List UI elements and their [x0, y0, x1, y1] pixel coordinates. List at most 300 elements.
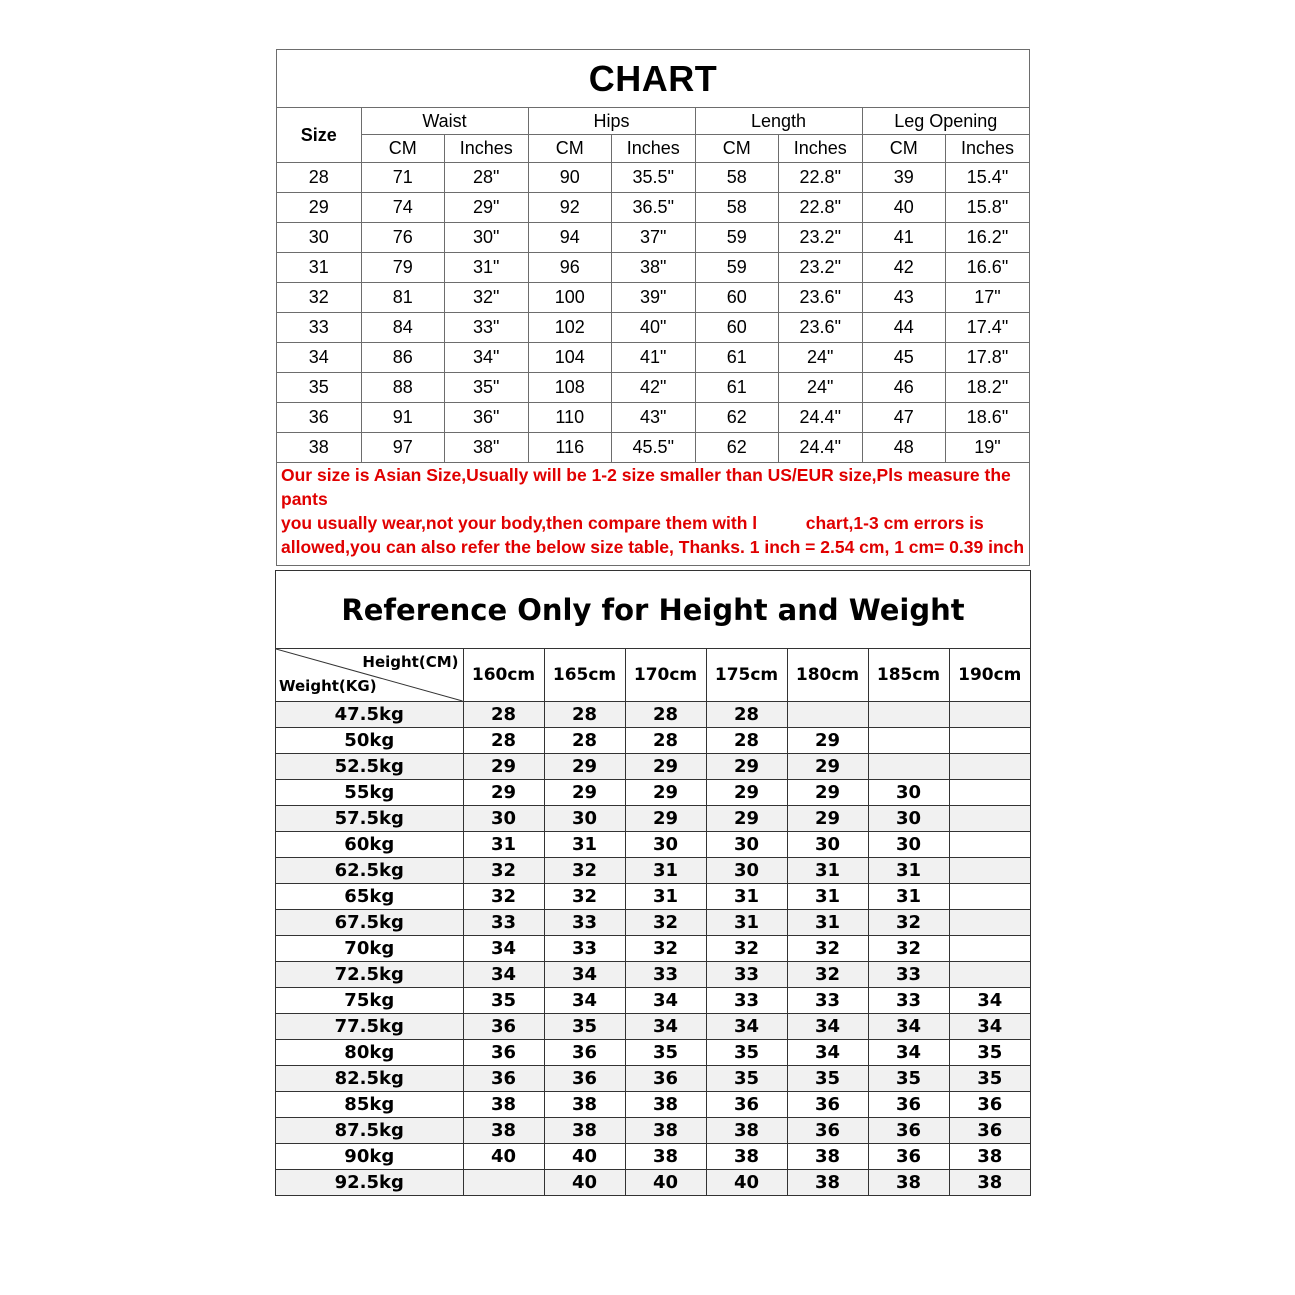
measure-cell: 61 — [695, 373, 779, 403]
size-value-cell: 38 — [544, 1118, 625, 1144]
weight-cell: 67.5kg — [276, 910, 463, 936]
table-row — [277, 343, 1029, 373]
reference-table — [276, 571, 1030, 1195]
size-value-cell: 34 — [625, 988, 706, 1014]
measure-cell: 15.4" — [946, 163, 1030, 193]
size-value-cell: 29 — [463, 754, 544, 780]
size-value-cell: 29 — [706, 780, 787, 806]
size-note-line: Our size is Asian Size,Usually will be 1-2 size smaller than US/EUR size,Pls measure the pants — [281, 465, 1011, 509]
measure-cell: 31" — [445, 253, 529, 283]
size-cell: 35 — [277, 373, 361, 403]
measure-cell: 36" — [445, 403, 529, 433]
size-value-cell: 38 — [625, 1092, 706, 1118]
size-value-cell: 30 — [544, 806, 625, 832]
measure-cell: 19" — [946, 433, 1030, 463]
size-cell: 38 — [277, 433, 361, 463]
measure-cell: 35" — [445, 373, 529, 403]
measure-cell: 61 — [695, 343, 779, 373]
size-value-cell — [949, 936, 1030, 962]
measure-cell: 38" — [445, 433, 529, 463]
size-value-cell: 29 — [625, 780, 706, 806]
measure-cell: 28" — [445, 163, 529, 193]
size-cell: 36 — [277, 403, 361, 433]
size-value-cell: 28 — [463, 728, 544, 754]
size-cell: 33 — [277, 313, 361, 343]
measure-cell: 34" — [445, 343, 529, 373]
measure-cell: 30" — [445, 223, 529, 253]
measure-cell: 71 — [361, 163, 445, 193]
size-value-cell: 40 — [544, 1144, 625, 1170]
size-value-cell: 36 — [949, 1092, 1030, 1118]
measure-cell: 18.6" — [946, 403, 1030, 433]
size-value-cell: 38 — [787, 1170, 868, 1196]
size-value-cell: 32 — [787, 936, 868, 962]
size-value-cell: 35 — [949, 1066, 1030, 1092]
size-value-cell: 32 — [463, 858, 544, 884]
measure-cell: 15.8" — [946, 193, 1030, 223]
size-value-cell — [949, 806, 1030, 832]
weight-cell: 85kg — [276, 1092, 463, 1118]
measure-cell: 43 — [862, 283, 946, 313]
size-value-cell: 29 — [625, 754, 706, 780]
size-value-cell: 30 — [868, 780, 949, 806]
size-cell: 31 — [277, 253, 361, 283]
measure-cell: 44 — [862, 313, 946, 343]
table-row — [276, 754, 1030, 780]
size-value-cell: 34 — [787, 1040, 868, 1066]
size-value-cell: 38 — [787, 1144, 868, 1170]
table-row — [277, 433, 1029, 463]
size-value-cell: 30 — [868, 806, 949, 832]
measure-cell: 90 — [528, 163, 612, 193]
measure-cell: 45.5" — [612, 433, 696, 463]
measure-cell: 33" — [445, 313, 529, 343]
measure-cell: 42" — [612, 373, 696, 403]
measure-cell: 32" — [445, 283, 529, 313]
measure-cell: 104 — [528, 343, 612, 373]
size-value-cell: 38 — [625, 1118, 706, 1144]
size-value-cell — [949, 702, 1030, 728]
unit-header: Inches — [612, 135, 696, 163]
table-row — [276, 1014, 1030, 1040]
height-header: 175cm — [706, 649, 787, 702]
size-value-cell: 32 — [544, 884, 625, 910]
measure-cell: 46 — [862, 373, 946, 403]
height-header: 160cm — [463, 649, 544, 702]
size-cell: 29 — [277, 193, 361, 223]
height-header: 165cm — [544, 649, 625, 702]
reference-chart-title: Reference Only for Height and Weight — [276, 571, 1030, 649]
measure-cell: 18.2" — [946, 373, 1030, 403]
measure-cell: 23.2" — [779, 253, 863, 283]
size-value-cell: 31 — [787, 910, 868, 936]
weight-cell: 47.5kg — [276, 702, 463, 728]
unit-header: CM — [528, 135, 612, 163]
size-value-cell: 32 — [463, 884, 544, 910]
size-value-cell — [787, 702, 868, 728]
group-header-waist: Waist — [361, 108, 528, 135]
group-header-hips: Hips — [528, 108, 695, 135]
size-value-cell: 35 — [706, 1066, 787, 1092]
table-row — [277, 403, 1029, 433]
weight-cell: 57.5kg — [276, 806, 463, 832]
size-value-cell: 36 — [463, 1014, 544, 1040]
measure-cell: 39" — [612, 283, 696, 313]
size-note-line: allowed,you can also refer the below size table, Thanks. 1 inch = 2.54 cm, 1 cm= 0.39 inch — [281, 537, 1025, 557]
size-value-cell: 33 — [787, 988, 868, 1014]
size-value-cell: 34 — [868, 1040, 949, 1066]
size-value-cell: 29 — [787, 780, 868, 806]
size-value-cell: 36 — [544, 1040, 625, 1066]
size-value-cell: 36 — [463, 1066, 544, 1092]
unit-header: CM — [862, 135, 946, 163]
size-value-cell: 31 — [625, 884, 706, 910]
size-value-cell — [463, 1170, 544, 1196]
size-value-cell — [949, 962, 1030, 988]
measure-cell: 96 — [528, 253, 612, 283]
table-row — [276, 936, 1030, 962]
size-value-cell: 30 — [706, 858, 787, 884]
measure-cell: 45 — [862, 343, 946, 373]
size-value-cell: 35 — [868, 1066, 949, 1092]
size-value-cell: 31 — [544, 832, 625, 858]
reference-chart — [275, 570, 1031, 1196]
size-value-cell: 28 — [625, 702, 706, 728]
size-value-cell: 38 — [463, 1092, 544, 1118]
table-row — [276, 780, 1030, 806]
measure-cell: 84 — [361, 313, 445, 343]
table-row — [277, 283, 1029, 313]
table-row — [276, 910, 1030, 936]
size-value-cell: 36 — [787, 1092, 868, 1118]
unit-header: Inches — [946, 135, 1030, 163]
unit-header: CM — [361, 135, 445, 163]
table-row — [277, 373, 1029, 403]
size-value-cell: 31 — [868, 884, 949, 910]
size-value-cell: 33 — [706, 962, 787, 988]
size-value-cell: 33 — [463, 910, 544, 936]
table-row — [276, 1170, 1030, 1196]
size-value-cell — [868, 754, 949, 780]
size-value-cell: 28 — [544, 728, 625, 754]
measure-cell: 60 — [695, 313, 779, 343]
size-value-cell: 33 — [625, 962, 706, 988]
measure-cell: 58 — [695, 193, 779, 223]
measure-cell: 17.8" — [946, 343, 1030, 373]
size-value-cell — [868, 702, 949, 728]
size-value-cell: 35 — [706, 1040, 787, 1066]
measure-cell: 37" — [612, 223, 696, 253]
measure-cell: 91 — [361, 403, 445, 433]
unit-header: Inches — [779, 135, 863, 163]
measure-cell: 100 — [528, 283, 612, 313]
size-value-cell: 30 — [706, 832, 787, 858]
table-row — [277, 313, 1029, 343]
measure-cell: 23.2" — [779, 223, 863, 253]
height-header: 170cm — [625, 649, 706, 702]
size-value-cell — [949, 858, 1030, 884]
size-value-cell: 32 — [544, 858, 625, 884]
size-column-header: Size — [277, 108, 361, 163]
measure-cell: 40" — [612, 313, 696, 343]
table-row — [276, 988, 1030, 1014]
measure-cell: 108 — [528, 373, 612, 403]
weight-cell: 70kg — [276, 936, 463, 962]
table-row — [276, 884, 1030, 910]
measure-cell: 58 — [695, 163, 779, 193]
size-value-cell: 38 — [949, 1170, 1030, 1196]
measure-cell: 29" — [445, 193, 529, 223]
measure-cell: 94 — [528, 223, 612, 253]
size-value-cell: 31 — [706, 910, 787, 936]
size-value-cell: 31 — [787, 884, 868, 910]
size-note — [277, 463, 1029, 565]
measure-cell: 36.5" — [612, 193, 696, 223]
measure-cell: 47 — [862, 403, 946, 433]
weight-cell: 80kg — [276, 1040, 463, 1066]
size-value-cell: 38 — [544, 1092, 625, 1118]
size-value-cell: 36 — [544, 1066, 625, 1092]
table-row — [277, 163, 1029, 193]
size-value-cell: 34 — [706, 1014, 787, 1040]
measure-cell: 92 — [528, 193, 612, 223]
table-row — [276, 1040, 1030, 1066]
size-note-line: you usually wear,not your body,then compare them with l chart,1-3 cm errors is — [281, 513, 984, 533]
size-value-cell: 38 — [949, 1144, 1030, 1170]
measure-cell: 40 — [862, 193, 946, 223]
size-value-cell: 35 — [949, 1040, 1030, 1066]
measure-cell: 17" — [946, 283, 1030, 313]
size-value-cell — [949, 884, 1030, 910]
size-value-cell: 40 — [625, 1170, 706, 1196]
measure-cell: 79 — [361, 253, 445, 283]
size-value-cell: 32 — [625, 910, 706, 936]
measure-cell: 22.8" — [779, 163, 863, 193]
weight-cell: 75kg — [276, 988, 463, 1014]
size-value-cell: 31 — [787, 858, 868, 884]
size-value-cell: 40 — [706, 1170, 787, 1196]
height-axis-label: Height(CM) — [362, 653, 459, 671]
size-value-cell: 32 — [706, 936, 787, 962]
height-header: 190cm — [949, 649, 1030, 702]
size-value-cell: 29 — [625, 806, 706, 832]
table-row — [276, 728, 1030, 754]
measure-cell: 97 — [361, 433, 445, 463]
measure-cell: 22.8" — [779, 193, 863, 223]
size-value-cell — [949, 754, 1030, 780]
size-value-cell: 29 — [706, 754, 787, 780]
weight-axis-label: Weight(KG) — [279, 677, 377, 695]
size-value-cell: 36 — [787, 1118, 868, 1144]
size-value-cell: 31 — [706, 884, 787, 910]
size-value-cell: 36 — [463, 1040, 544, 1066]
size-value-cell: 29 — [544, 754, 625, 780]
size-value-cell: 40 — [463, 1144, 544, 1170]
weight-cell: 60kg — [276, 832, 463, 858]
measure-cell: 81 — [361, 283, 445, 313]
size-value-cell: 29 — [544, 780, 625, 806]
size-value-cell: 29 — [787, 806, 868, 832]
table-row — [276, 962, 1030, 988]
table-row — [276, 1144, 1030, 1170]
size-value-cell: 35 — [625, 1040, 706, 1066]
table-row — [277, 193, 1029, 223]
measure-cell: 43" — [612, 403, 696, 433]
size-value-cell: 29 — [787, 728, 868, 754]
size-value-cell: 30 — [463, 806, 544, 832]
table-row — [276, 832, 1030, 858]
size-value-cell: 32 — [868, 936, 949, 962]
measure-cell: 74 — [361, 193, 445, 223]
size-value-cell: 38 — [868, 1170, 949, 1196]
measure-cell: 16.6" — [946, 253, 1030, 283]
size-table — [277, 50, 1029, 463]
measure-cell: 38" — [612, 253, 696, 283]
measure-cell: 88 — [361, 373, 445, 403]
group-header-leg-opening: Leg Opening — [862, 108, 1029, 135]
measure-cell: 60 — [695, 283, 779, 313]
height-header: 180cm — [787, 649, 868, 702]
size-value-cell: 40 — [544, 1170, 625, 1196]
weight-cell: 52.5kg — [276, 754, 463, 780]
size-value-cell: 30 — [625, 832, 706, 858]
size-value-cell: 36 — [625, 1066, 706, 1092]
size-value-cell: 34 — [463, 936, 544, 962]
size-value-cell — [949, 910, 1030, 936]
measure-cell: 76 — [361, 223, 445, 253]
size-value-cell: 34 — [949, 988, 1030, 1014]
measure-cell: 48 — [862, 433, 946, 463]
size-value-cell: 29 — [706, 806, 787, 832]
measure-cell: 23.6" — [779, 313, 863, 343]
measure-cell: 24" — [779, 373, 863, 403]
size-cell: 32 — [277, 283, 361, 313]
table-row — [276, 1066, 1030, 1092]
size-value-cell: 35 — [787, 1066, 868, 1092]
measure-cell: 24.4" — [779, 403, 863, 433]
size-value-cell: 35 — [544, 1014, 625, 1040]
measure-cell: 41 — [862, 223, 946, 253]
size-value-cell: 34 — [544, 988, 625, 1014]
measure-cell: 62 — [695, 403, 779, 433]
size-value-cell: 34 — [949, 1014, 1030, 1040]
measure-cell: 17.4" — [946, 313, 1030, 343]
unit-header: CM — [695, 135, 779, 163]
size-value-cell: 29 — [787, 754, 868, 780]
weight-cell: 62.5kg — [276, 858, 463, 884]
size-value-cell — [949, 728, 1030, 754]
size-chart-title: CHART — [277, 50, 1029, 108]
size-value-cell: 32 — [868, 910, 949, 936]
group-header-length: Length — [695, 108, 862, 135]
size-value-cell — [949, 832, 1030, 858]
size-value-cell: 36 — [868, 1092, 949, 1118]
table-row — [277, 223, 1029, 253]
size-value-cell: 30 — [868, 832, 949, 858]
size-value-cell: 32 — [625, 936, 706, 962]
weight-cell: 55kg — [276, 780, 463, 806]
size-cell: 30 — [277, 223, 361, 253]
weight-cell: 87.5kg — [276, 1118, 463, 1144]
measure-cell: 42 — [862, 253, 946, 283]
weight-cell: 65kg — [276, 884, 463, 910]
weight-cell: 82.5kg — [276, 1066, 463, 1092]
size-value-cell: 38 — [463, 1118, 544, 1144]
table-row — [277, 253, 1029, 283]
size-value-cell: 36 — [949, 1118, 1030, 1144]
size-value-cell: 36 — [868, 1144, 949, 1170]
size-chart — [276, 49, 1030, 566]
size-value-cell: 28 — [706, 702, 787, 728]
size-value-cell: 30 — [787, 832, 868, 858]
size-value-cell: 28 — [463, 702, 544, 728]
measure-cell: 24.4" — [779, 433, 863, 463]
size-value-cell: 34 — [625, 1014, 706, 1040]
measure-cell: 39 — [862, 163, 946, 193]
size-value-cell: 29 — [463, 780, 544, 806]
size-value-cell: 28 — [625, 728, 706, 754]
size-value-cell: 33 — [706, 988, 787, 1014]
size-value-cell: 31 — [625, 858, 706, 884]
unit-header: Inches — [445, 135, 529, 163]
size-value-cell: 33 — [868, 988, 949, 1014]
table-row — [276, 1118, 1030, 1144]
size-value-cell: 34 — [463, 962, 544, 988]
size-value-cell: 38 — [706, 1144, 787, 1170]
measure-cell: 41" — [612, 343, 696, 373]
measure-cell: 86 — [361, 343, 445, 373]
size-value-cell: 33 — [868, 962, 949, 988]
measure-cell: 35.5" — [612, 163, 696, 193]
measure-cell: 59 — [695, 223, 779, 253]
size-value-cell: 34 — [787, 1014, 868, 1040]
weight-cell: 50kg — [276, 728, 463, 754]
weight-cell: 72.5kg — [276, 962, 463, 988]
table-row — [276, 1092, 1030, 1118]
measure-cell: 102 — [528, 313, 612, 343]
size-value-cell — [949, 780, 1030, 806]
table-row — [276, 858, 1030, 884]
size-value-cell: 34 — [868, 1014, 949, 1040]
corner-header-cell — [276, 649, 463, 702]
size-value-cell: 38 — [625, 1144, 706, 1170]
size-value-cell — [868, 728, 949, 754]
size-cell: 28 — [277, 163, 361, 193]
size-value-cell: 35 — [463, 988, 544, 1014]
table-row — [276, 806, 1030, 832]
size-value-cell: 28 — [706, 728, 787, 754]
weight-cell: 77.5kg — [276, 1014, 463, 1040]
weight-cell: 90kg — [276, 1144, 463, 1170]
measure-cell: 110 — [528, 403, 612, 433]
size-value-cell: 32 — [787, 962, 868, 988]
measure-cell: 16.2" — [946, 223, 1030, 253]
size-value-cell: 34 — [544, 962, 625, 988]
weight-cell: 92.5kg — [276, 1170, 463, 1196]
table-row — [276, 702, 1030, 728]
measure-cell: 23.6" — [779, 283, 863, 313]
size-value-cell: 33 — [544, 936, 625, 962]
size-value-cell: 38 — [706, 1118, 787, 1144]
measure-cell: 62 — [695, 433, 779, 463]
size-value-cell: 36 — [706, 1092, 787, 1118]
size-value-cell: 31 — [868, 858, 949, 884]
size-value-cell: 36 — [868, 1118, 949, 1144]
height-header: 185cm — [868, 649, 949, 702]
measure-cell: 24" — [779, 343, 863, 373]
measure-cell: 59 — [695, 253, 779, 283]
size-value-cell: 31 — [463, 832, 544, 858]
